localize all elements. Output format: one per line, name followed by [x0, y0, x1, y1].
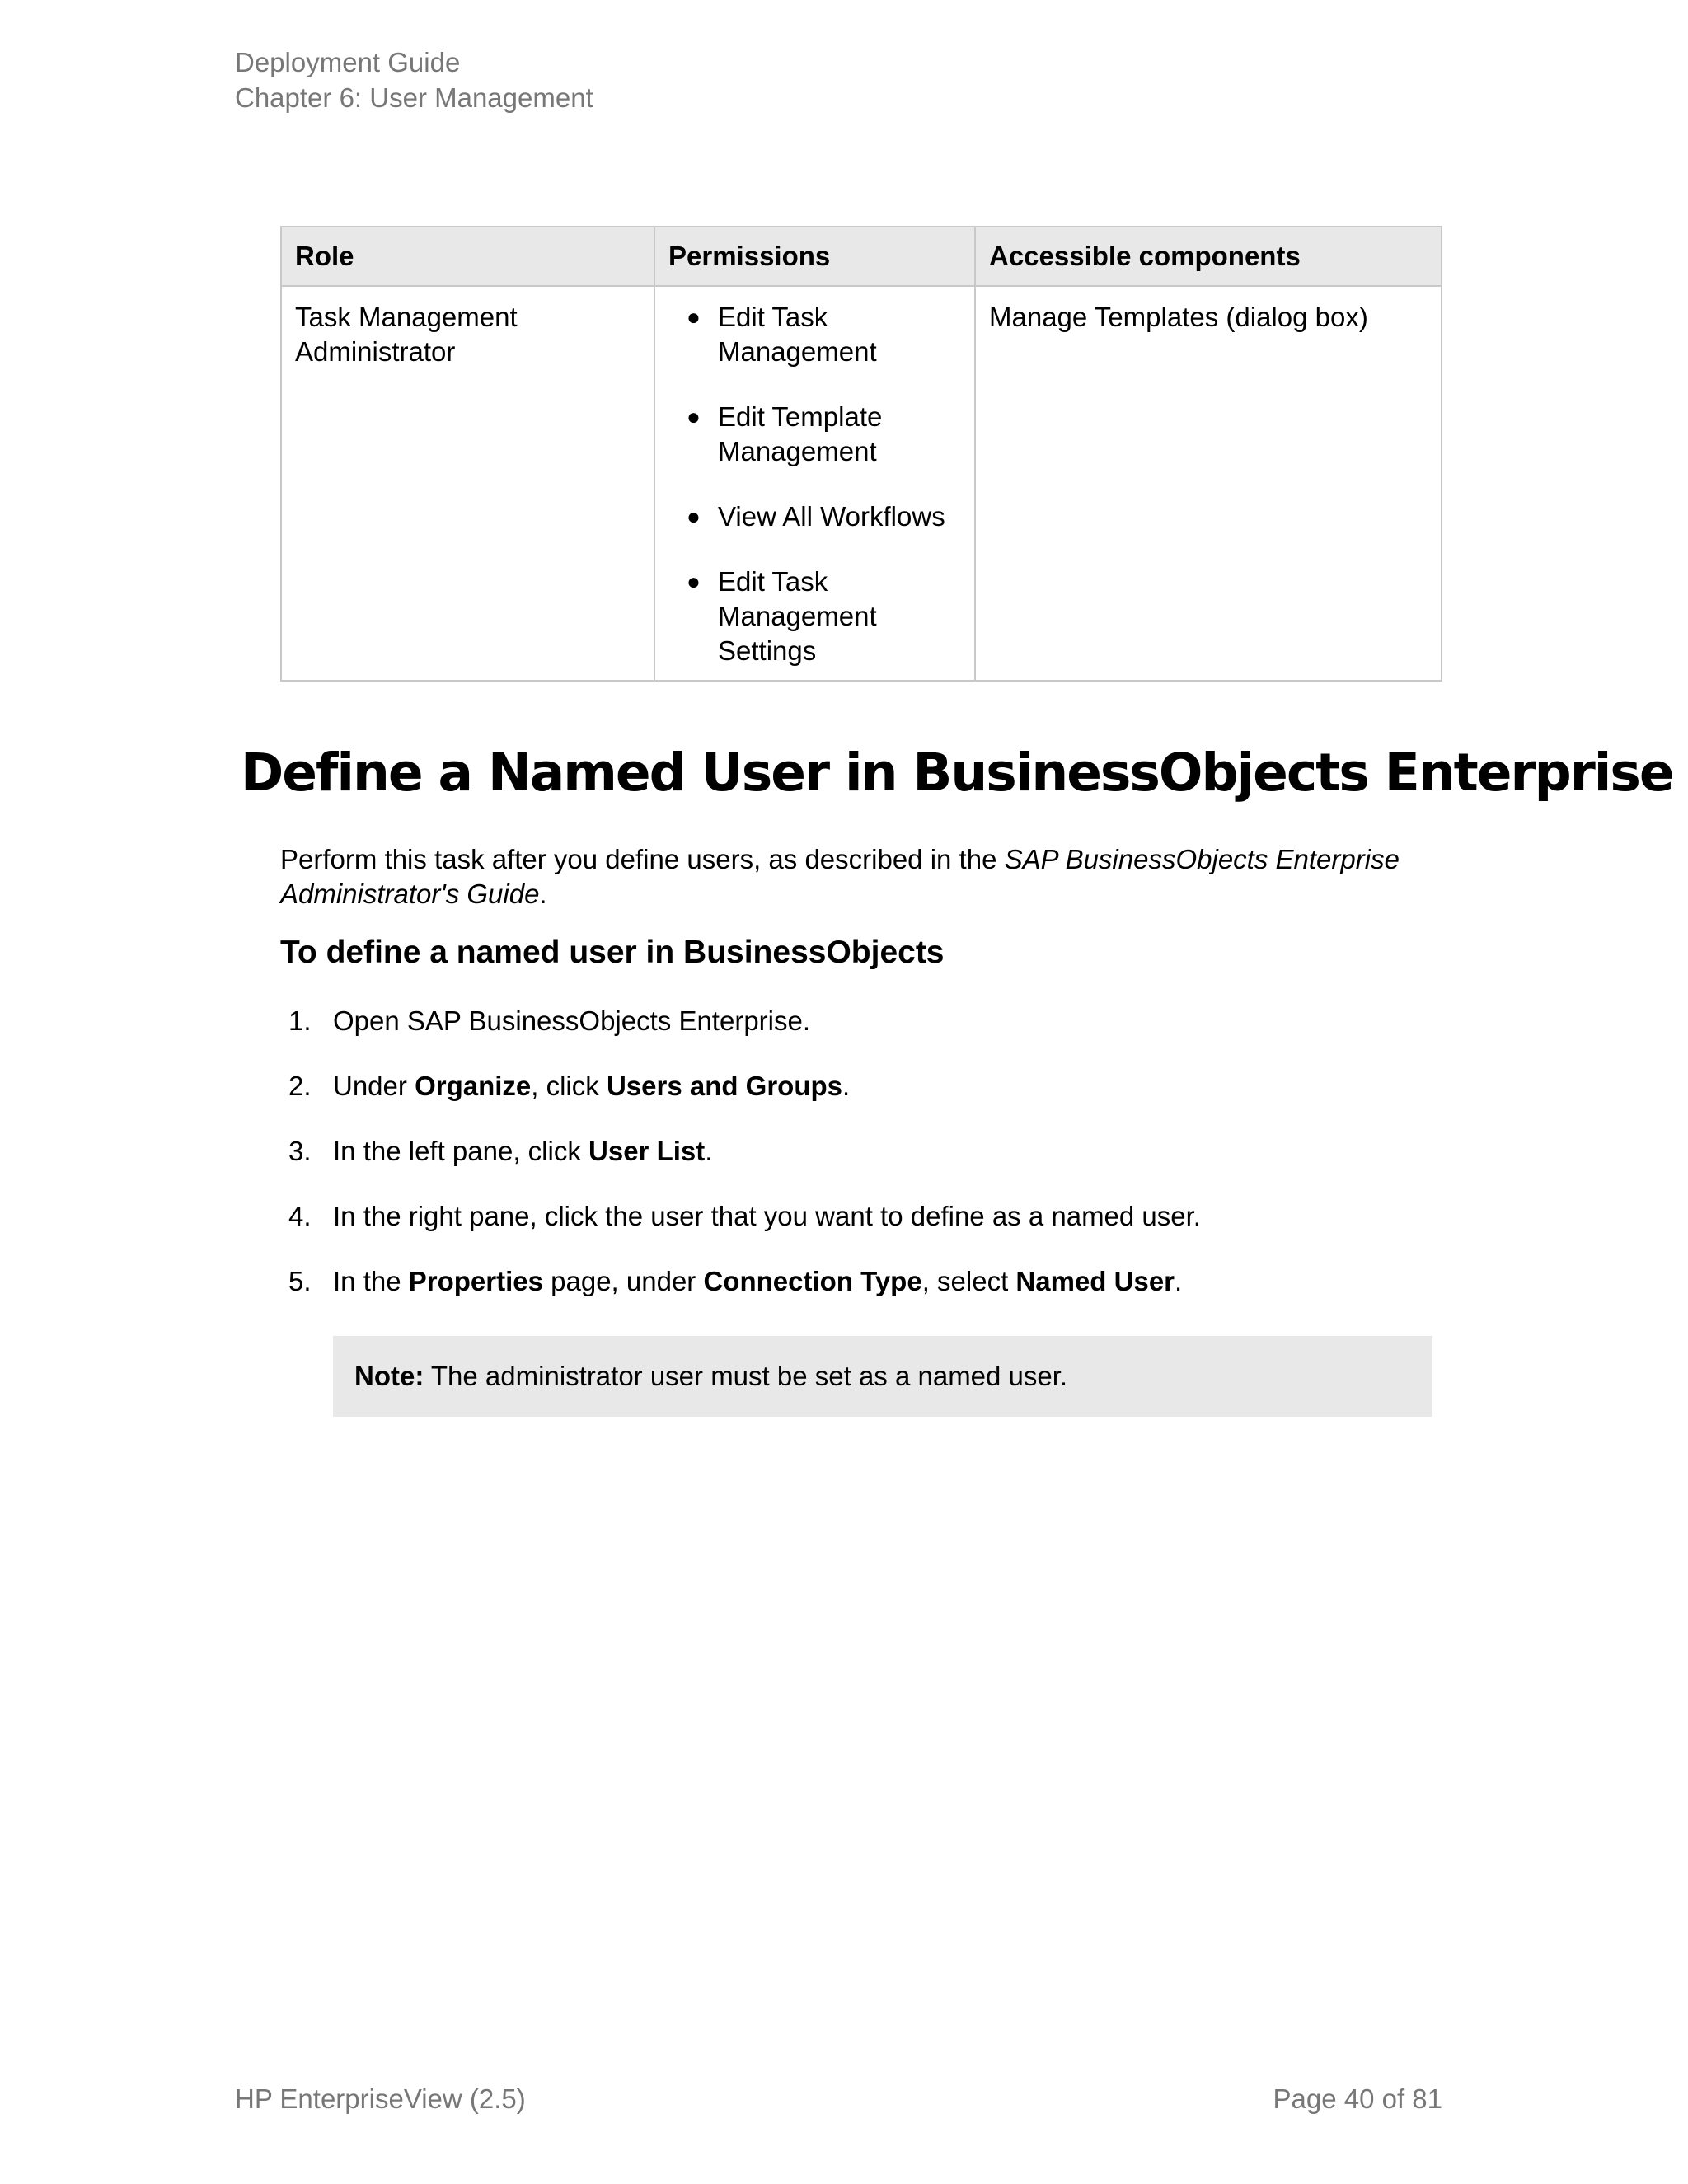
- step-1: 1. Open SAP BusinessObjects Enterprise.: [280, 1004, 1201, 1038]
- procedure-steps: [280, 1004, 1201, 1329]
- note-text: The administrator user must be set as a named user.: [424, 1361, 1068, 1391]
- components-cell: Manage Templates (dialog box): [975, 286, 1442, 681]
- table-header-row: [281, 227, 1442, 286]
- document-title: Deployment Guide: [235, 47, 461, 77]
- step-number: 1.: [288, 1005, 312, 1036]
- column-header-permissions: Permissions: [654, 227, 975, 286]
- step-4: 4. In the right pane, click the user that you want to define as a named user.: [280, 1199, 1201, 1234]
- list-item: ● Edit Task Management Settings: [687, 566, 877, 666]
- permissions-cell: [654, 286, 975, 681]
- bullet-icon: ●: [687, 304, 701, 330]
- bullet-icon: ●: [687, 504, 701, 529]
- list-item: ● View All Workflows: [668, 499, 961, 534]
- step-2: 2. Under Organize, click Users and Groups.: [280, 1069, 1201, 1104]
- role-cell: [281, 286, 654, 681]
- chapter-title: Chapter 6: User Management: [235, 82, 593, 113]
- role-name: Task Management Administrator: [295, 302, 518, 367]
- intro-paragraph: Perform this task after you define users, as described in the SAP BusinessObjects Enterprise Administrator's Guide.: [280, 844, 1400, 909]
- step-3: 3. In the left pane, click User List.: [280, 1134, 1201, 1169]
- list-item: ● Edit Template Management: [687, 401, 883, 466]
- permissions-list: [668, 300, 961, 668]
- step-number: 4.: [288, 1201, 312, 1231]
- section-title: Define a Named User in BusinessObjects Enterprise: [241, 743, 1673, 803]
- procedure-title: To define a named user in BusinessObjects: [280, 935, 945, 970]
- table-row: [281, 286, 1442, 681]
- list-item: ● Edit Task Management: [687, 302, 877, 367]
- guide-reference: SAP BusinessObjects Enterprise Administrator's Guide: [280, 844, 1400, 909]
- note-label: Note:: [354, 1361, 424, 1391]
- footer-page-number: Page 40 of 81: [1273, 2083, 1442, 2114]
- bullet-icon: ●: [687, 569, 701, 594]
- footer-product: HP EnterpriseView (2.5): [235, 2083, 526, 2114]
- column-header-accessible-components: Accessible components: [975, 227, 1442, 286]
- running-header: [235, 45, 593, 115]
- column-header-role: Role: [281, 227, 654, 286]
- bullet-icon: ●: [687, 404, 701, 429]
- roles-table: [280, 226, 1442, 682]
- step-number: 5.: [288, 1266, 312, 1296]
- step-5: 5. In the Properties page, under Connection Type, select Named User.: [280, 1264, 1201, 1299]
- step-number: 3.: [288, 1136, 312, 1166]
- note-box: [333, 1336, 1432, 1417]
- step-number: 2.: [288, 1071, 312, 1101]
